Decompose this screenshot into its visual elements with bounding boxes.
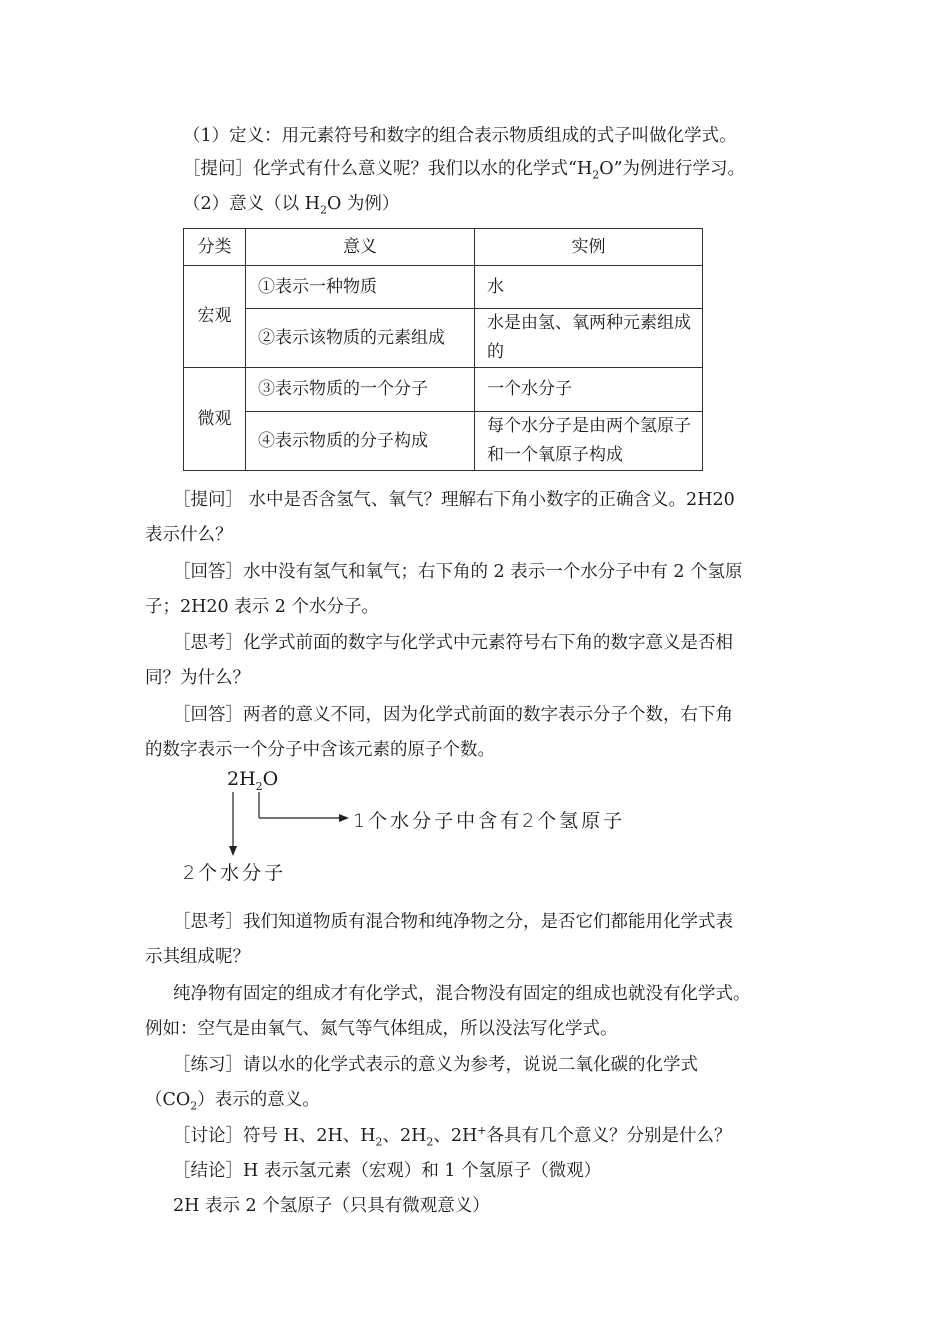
table-row <box>184 309 703 368</box>
text-run: ［讨论］符号 H、2H、H <box>173 1126 376 1146</box>
example-cell: 每个水分子是由两个氢原子和一个氧原子构成 <box>475 412 703 471</box>
conclusion-2h-line: 2H 表示 2 个氢原子（只具有微观意义） <box>173 1196 490 1216</box>
example-cell: 一个水分子 <box>475 368 703 412</box>
table-row <box>184 266 703 309</box>
meaning-cell: ③表示物质的一个分子 <box>246 368 475 412</box>
meaning-cell: ②表示该物质的元素组成 <box>246 309 475 368</box>
text-run: O <box>262 768 279 790</box>
text-run: ）表示的意义。 <box>197 1090 320 1110</box>
think-2-line-2: 示其组成呢？ <box>145 947 250 967</box>
question-2-line-2: 表示什么？ <box>145 525 233 545</box>
header-category: 分类 <box>184 229 246 266</box>
meaning-heading <box>183 192 399 216</box>
meaning-table <box>183 228 703 471</box>
pure-substance-line-1: 纯净物有固定的组成才有化学式，混合物没有固定的组成也就没有化学式。 <box>173 984 751 1004</box>
diagram-right-label: 1个水分子中含有2个氢原子 <box>353 810 626 832</box>
example-cell: 水 <box>475 266 703 309</box>
question-paragraph <box>183 157 745 181</box>
text-run: （2）意义（以 H <box>183 194 320 214</box>
answer-2-line-2: 的数字表示一个分子中含该元素的原子个数。 <box>145 740 495 760</box>
example-cell: 水是由氢、氧两种元素组成的 <box>475 309 703 368</box>
text-run: （CO <box>145 1090 191 1110</box>
text-run: O”为例进行学习。 <box>599 159 746 179</box>
answer-1-line-2: 子；2H20 表示 2 个水分子。 <box>145 597 379 617</box>
superscript: + <box>477 1124 487 1138</box>
pure-substance-line-2: 例如：空气是由氧气、氮气等气体组成，所以没法写化学式。 <box>145 1019 618 1039</box>
table-row <box>184 368 703 412</box>
diagram-bottom-label: 2个水分子 <box>183 862 287 884</box>
down-arrow-head <box>229 846 237 856</box>
subscript: 2 <box>592 168 600 182</box>
text-run: 各具有几个意义？分别是什么？ <box>486 1126 732 1146</box>
answer-1-line-1: ［回答］水中没有氢气和氧气；右下角的 2 表示一个水分子中有 2 个氢原 <box>173 562 743 582</box>
meaning-cell: ④表示物质的分子构成 <box>246 412 475 471</box>
subscript: 2 <box>426 1135 434 1149</box>
think-2-line-1: ［思考］我们知道物质有混合物和纯净物之分，是否它们都能用化学式表 <box>173 912 733 932</box>
subscript: 2 <box>190 1099 198 1113</box>
formula-diagram <box>175 768 655 888</box>
exercise-line-2 <box>145 1088 320 1112</box>
think-1-line-2: 同？为什么？ <box>145 668 250 688</box>
text-run: 2H <box>227 768 256 790</box>
table-row <box>184 412 703 471</box>
conclusion-line: ［结论］H 表示氢元素（宏观）和 1 个氢原子（微观） <box>173 1161 602 1181</box>
question-2-line-1: ［提问］ 水中是否含氢气、氧气？理解右下角小数字的正确含义。2H20 <box>173 490 735 510</box>
text-run: ［提问］化学式有什么意义呢？我们以水的化学式“H <box>183 159 593 179</box>
meaning-cell: ①表示一种物质 <box>246 266 475 309</box>
category-cell: 微观 <box>184 368 246 471</box>
exercise-line-1: ［练习］请以水的化学式表示的意义为参考，说说二氧化碳的化学式 <box>173 1055 698 1075</box>
subscript: 2 <box>255 779 263 793</box>
header-example: 实例 <box>475 229 703 266</box>
table-header-row <box>184 229 703 266</box>
think-1-line-1: ［思考］化学式前面的数字与化学式中元素符号右下角的数字意义是否相 <box>173 633 733 653</box>
definition-paragraph: （1）定义：用元素符号和数字的组合表示物质组成的式子叫做化学式。 <box>183 126 737 146</box>
text-run: O 为例） <box>326 194 400 214</box>
header-meaning: 意义 <box>246 229 475 266</box>
answer-2-line-1: ［回答］两者的意义不同，因为化学式前面的数字表示分子个数，右下角 <box>173 705 733 725</box>
text-run: 、2H <box>433 1126 478 1146</box>
right-arrow-head <box>339 814 349 822</box>
subscript: 2 <box>319 203 327 217</box>
category-cell: 宏观 <box>184 266 246 368</box>
text-run: 、2H <box>382 1126 427 1146</box>
subscript: 2 <box>375 1135 383 1149</box>
discussion-line <box>173 1124 732 1148</box>
